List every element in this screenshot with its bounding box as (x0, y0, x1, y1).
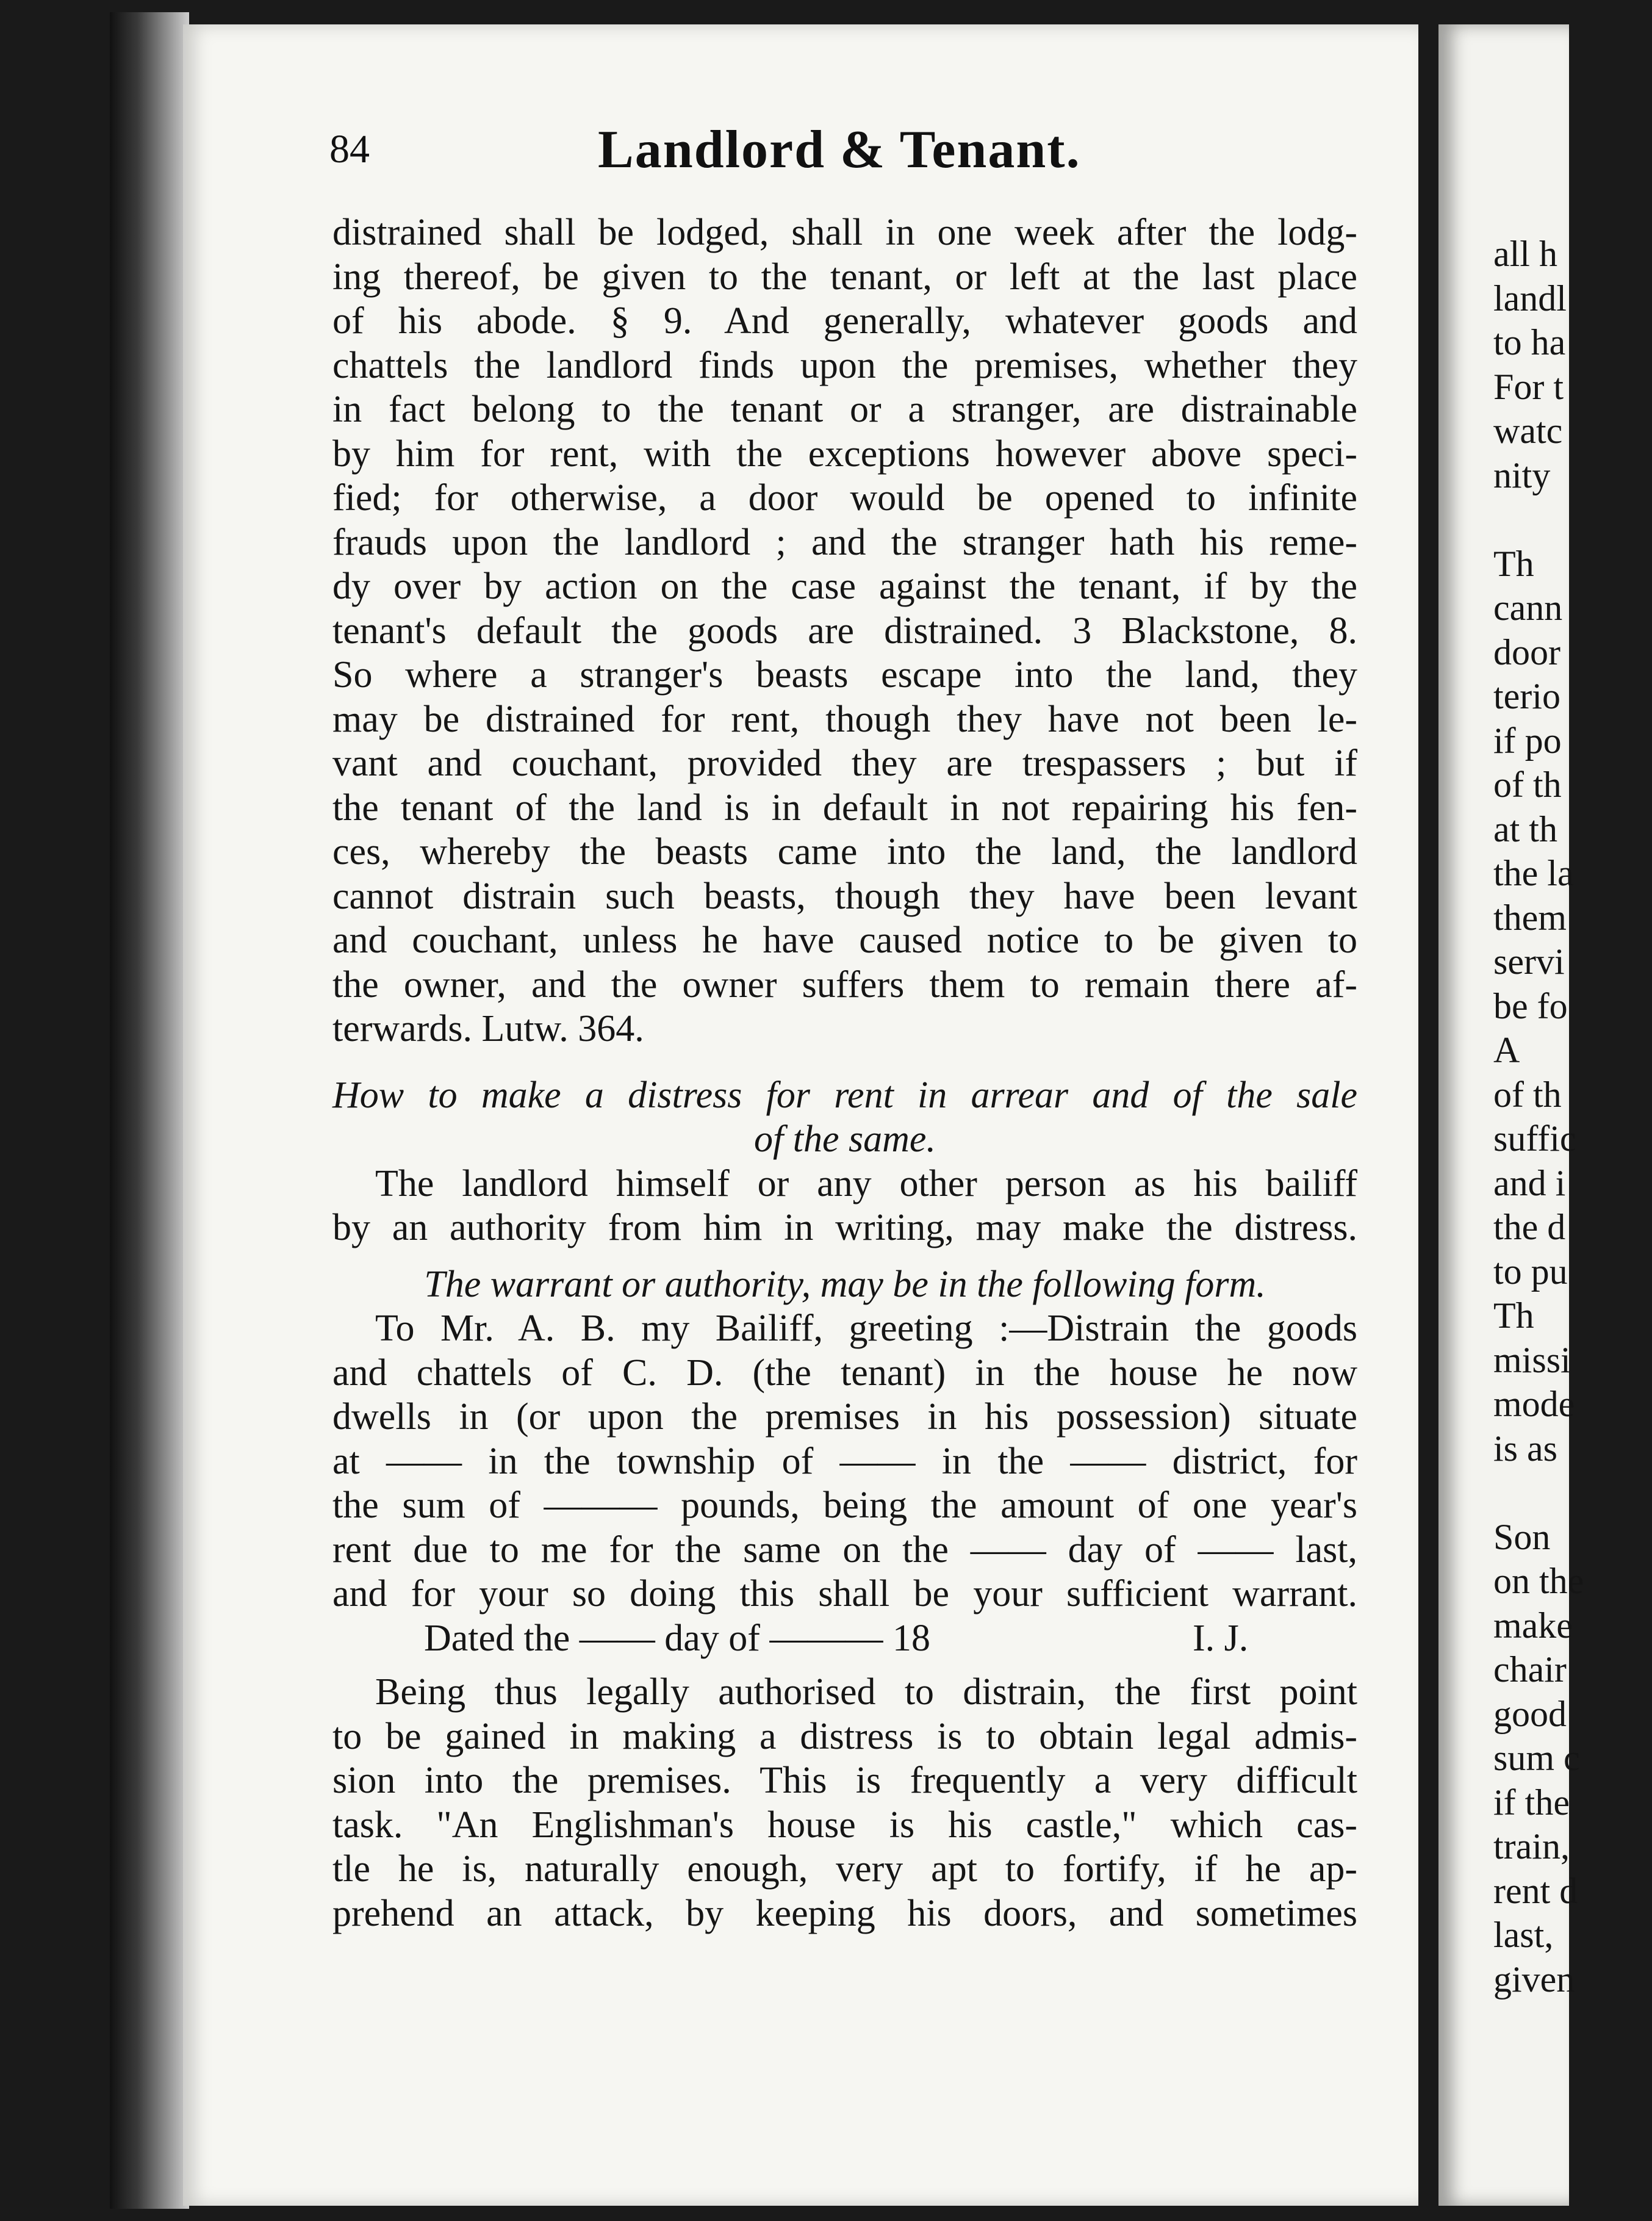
right-page-line-fragment: of th (1493, 765, 1562, 805)
right-page-line-fragment: make (1493, 1605, 1573, 1646)
right-page-line-fragment: cann (1493, 588, 1563, 628)
right-page-line-fragment: A (1493, 1030, 1520, 1070)
text-line: To Mr. A. B. my Bailiff, greeting :—Distrain the goods (375, 1308, 1357, 1349)
right-page-line-fragment: rent d (1493, 1870, 1578, 1911)
right-page-line-fragment: the la (1493, 853, 1574, 893)
text-line: frauds upon the landlord ; and the stranger hath his reme- (332, 521, 1357, 563)
right-page-line-fragment: given (1493, 1959, 1575, 2000)
page-header (329, 119, 1366, 186)
signature-initials: I. J. (1193, 1617, 1249, 1659)
text-line: by him for rent, with the exceptions however above speci- (332, 433, 1357, 475)
page-number: 84 (329, 127, 370, 171)
right-page-line-fragment: terio (1493, 676, 1560, 716)
text-line: and chattels of C. D. (the tenant) in the house he now (332, 1352, 1357, 1394)
text-line: Being thus legally authorised to distrain, the first point (375, 1671, 1357, 1713)
page-body (332, 211, 1357, 1935)
text-line: the owner, and the owner suffers them to remain there af- (332, 963, 1357, 1006)
text-line: tle he is, naturally enough, very apt to fortify, if he ap- (332, 1848, 1357, 1890)
right-page-line-fragment: Th (1493, 543, 1534, 584)
section-gap (332, 1660, 1357, 1670)
text-line: and for your so doing this shall be your sufficient warrant. (332, 1573, 1357, 1614)
right-page-line-fragment: last, (1493, 1915, 1554, 1955)
right-page-line-fragment: missi (1493, 1339, 1571, 1380)
right-page-line-fragment: if the (1493, 1782, 1570, 1823)
right-page-line-fragment (1493, 1470, 1652, 1515)
text-line: the sum of ——— pounds, being the amount of one year's (332, 1485, 1357, 1526)
running-title: Landlord & Tenant. (598, 120, 1081, 179)
text-line: may be distrained for rent, though they have not been le- (332, 698, 1357, 740)
text-line: the tenant of the land is in default in not repairing his fen- (332, 787, 1357, 829)
text-line: in fact belong to the tenant or a stranger, are distrainable (332, 389, 1357, 430)
text-line: terwards. Lutw. 364. (332, 1008, 644, 1049)
right-page-line-fragment: and i (1493, 1162, 1566, 1203)
right-page-line-fragment: door (1493, 632, 1560, 672)
text-line: cannot distrain such beasts, though they have been levant (332, 875, 1357, 917)
right-page-line-fragment: good (1493, 1693, 1567, 1734)
book-gutter (110, 12, 189, 2209)
right-page-line-fragment: train, (1493, 1826, 1570, 1866)
text-line: sion into the premises. This is frequently a very difficult (332, 1760, 1357, 1801)
text-line: So where a stranger's beasts escape into the land, they (332, 654, 1357, 696)
right-page-line-fragment: to pu (1493, 1251, 1568, 1292)
right-page-line-fragment: the d (1493, 1207, 1566, 1247)
right-page (1438, 24, 1584, 2206)
text-line: task. "An Englishman's house is his castle," which cas- (332, 1804, 1357, 1846)
text-line: of his abode. § 9. And generally, whatever goods and (332, 300, 1357, 342)
text-line: and couchant, unless he have caused notice to be given to (332, 920, 1357, 961)
heading-line: How to make a distress for rent in arrear and of the sale (332, 1074, 1357, 1116)
right-page-line-fragment (1493, 497, 1652, 542)
right-page-line-fragment: is as (1493, 1428, 1557, 1469)
right-page-line-fragment: on the (1493, 1561, 1584, 1601)
text-line: fied; for otherwise, a door would be opened to infinite (332, 477, 1357, 519)
right-page-line-fragment: at th (1493, 808, 1557, 849)
section-heading (332, 1073, 1357, 1162)
text-line: dwells in (or upon the premises in his possession) situate (332, 1396, 1357, 1438)
right-page-line-fragment: chair (1493, 1649, 1567, 1690)
right-page-line-fragment: them (1493, 897, 1567, 938)
right-page-line-fragment: sum c (1493, 1738, 1580, 1778)
text-line: chattels the landlord finds upon the premises, whether they (332, 344, 1357, 386)
text-line: to be gained in making a distress is to obtain legal admis- (332, 1715, 1357, 1757)
right-page-line-fragment: suffic (1493, 1118, 1576, 1159)
right-page-text-column (1493, 232, 1652, 2001)
text-line: ing thereof, be given to the tenant, or left at the last place (332, 256, 1357, 298)
warrant-form (332, 1306, 1357, 1660)
right-page-line-fragment: all h (1493, 234, 1557, 274)
warrant-heading: The warrant or authority, may be in the following form. (424, 1263, 1266, 1305)
paragraph-3 (332, 1670, 1357, 1935)
text-line: tenant's default the goods are distrained. 3 Blackstone, 8. (332, 610, 1357, 652)
right-page-line-fragment: be fo (1493, 985, 1568, 1026)
dated-text: Dated the —— day of ——— 18 (424, 1617, 930, 1659)
text-line: prehend an attack, by keeping his doors, and sometimes (332, 1892, 1357, 1934)
text-line: dy over by action on the case against the tenant, if by the (332, 566, 1357, 607)
text-line: ces, whereby the beasts came into the land, the landlord (332, 831, 1357, 873)
right-page-line-fragment: Th (1493, 1295, 1534, 1336)
text-line: by an authority from him in writing, may make the distress. (332, 1207, 1357, 1248)
right-page-line-fragment: For t (1493, 366, 1564, 407)
text-line: rent due to me for the same on the —— day of —— last, (332, 1528, 1357, 1571)
paragraph-1 (332, 211, 1357, 1051)
right-page-line-fragment: mode (1493, 1384, 1575, 1424)
right-page-line-fragment: watc (1493, 411, 1563, 451)
text-line: vant and couchant, provided they are trespassers ; but if (332, 743, 1357, 784)
text-line: at —— in the township of —— in the —— district, for (332, 1440, 1357, 1482)
text-line: distrained shall be lodged, shall in one week after the lodg- (332, 212, 1357, 253)
right-page-line-fragment: landl (1493, 278, 1567, 319)
paragraph-2 (332, 1162, 1357, 1250)
text-line: The landlord himself or any other person as his bailiff (375, 1162, 1357, 1204)
dated-line (332, 1616, 1357, 1661)
section-gap (332, 1051, 1357, 1073)
right-page-line-fragment: Son (1493, 1516, 1551, 1557)
heading-line: of the same. (754, 1118, 936, 1160)
section-gap (332, 1250, 1357, 1262)
right-page-line-fragment: of th (1493, 1074, 1562, 1115)
right-page-line-fragment: nity (1493, 455, 1551, 495)
right-page-line-fragment: to ha (1493, 322, 1566, 362)
right-page-line-fragment: if po (1493, 720, 1562, 761)
right-page-line-fragment: servi (1493, 941, 1565, 982)
